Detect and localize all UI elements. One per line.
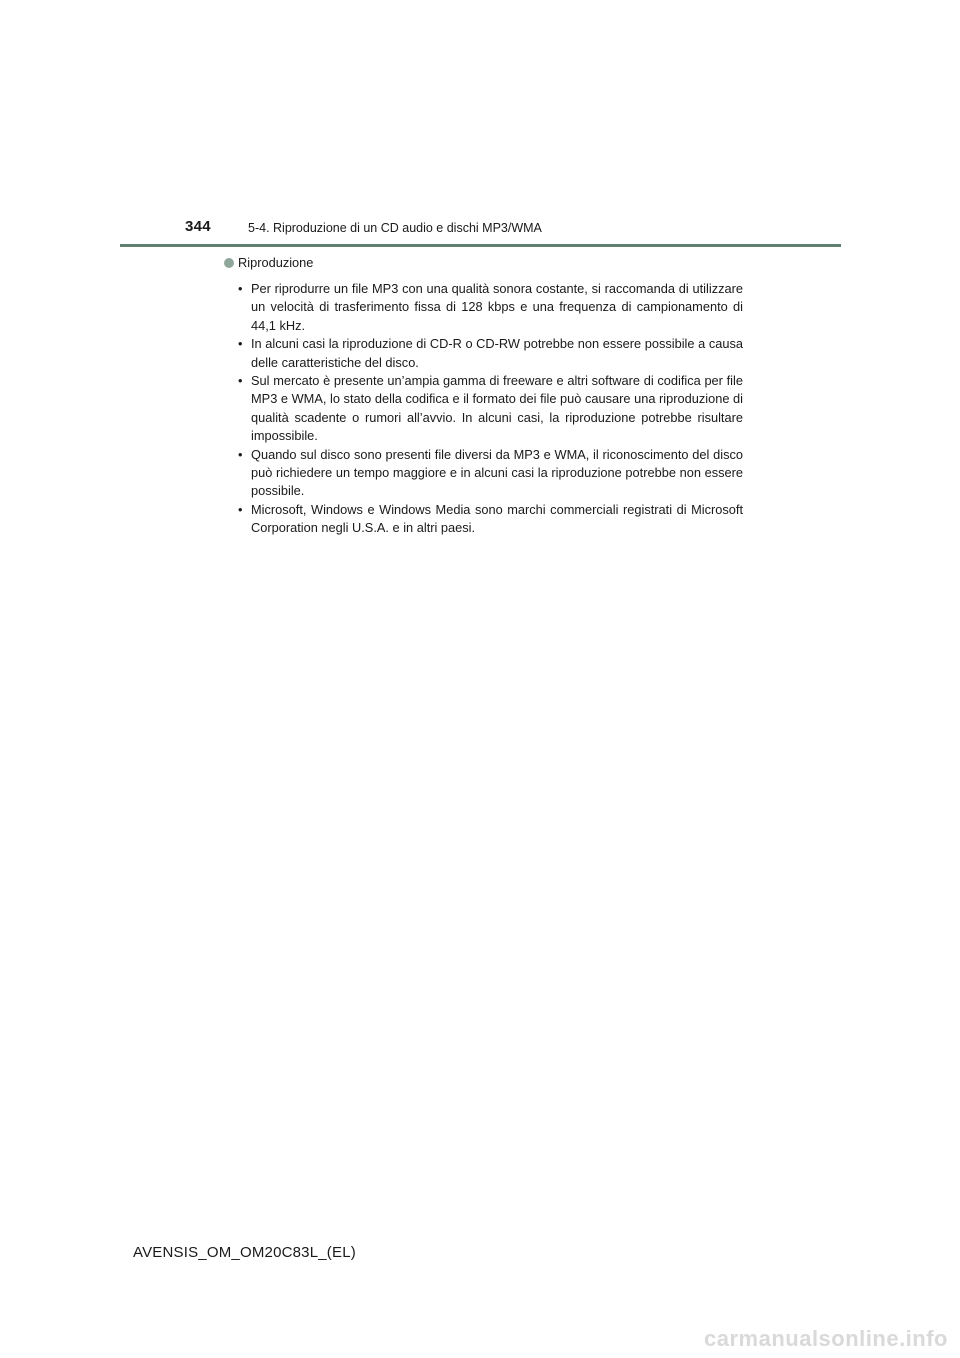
section-heading-label: Riproduzione [238,255,314,270]
bullet-list [238,280,743,538]
list-item: • Microsoft, Windows e Windows Media sono marchi commerciali registrati di Microsoft Corporation negli U.S.A. e in altri paesi. [238,501,743,538]
section-heading [224,255,313,270]
page-number: 344 [185,218,211,235]
section-title: 5-4. Riproduzione di un CD audio e dischi MP3/WMA [248,221,542,235]
list-item: • In alcuni casi la riproduzione di CD-R o CD-RW potrebbe non essere possibile a causa delle caratteristiche del disco. [238,335,743,372]
header-divider [120,244,841,247]
circle-bullet-icon [224,258,234,268]
list-item: • Per riprodurre un file MP3 con una qualità sonora costante, si raccomanda di utilizzare un velocità di trasferimento fissa di 128 kbps e una frequenza di campionamento di 44,1 kHz. [238,280,743,335]
list-item: • Sul mercato è presente un’ampia gamma di freeware e altri software di codifica per file MP3 e WMA, lo stato della codifica e il formato dei file può causare una riproduzione di qualità scadente o rumori all’avvio. In alcuni casi, la riproduzione potrebbe risultare impossibile. [238,372,743,446]
watermark: carmanualsonline.info [704,1326,948,1351]
document-code: AVENSIS_OM_OM20C83L_(EL) [133,1244,356,1261]
list-item: • Quando sul disco sono presenti file diversi da MP3 e WMA, il riconoscimento del disco può richiedere un tempo maggiore e in alcuni casi la riproduzione potrebbe non essere possibile. [238,446,743,501]
